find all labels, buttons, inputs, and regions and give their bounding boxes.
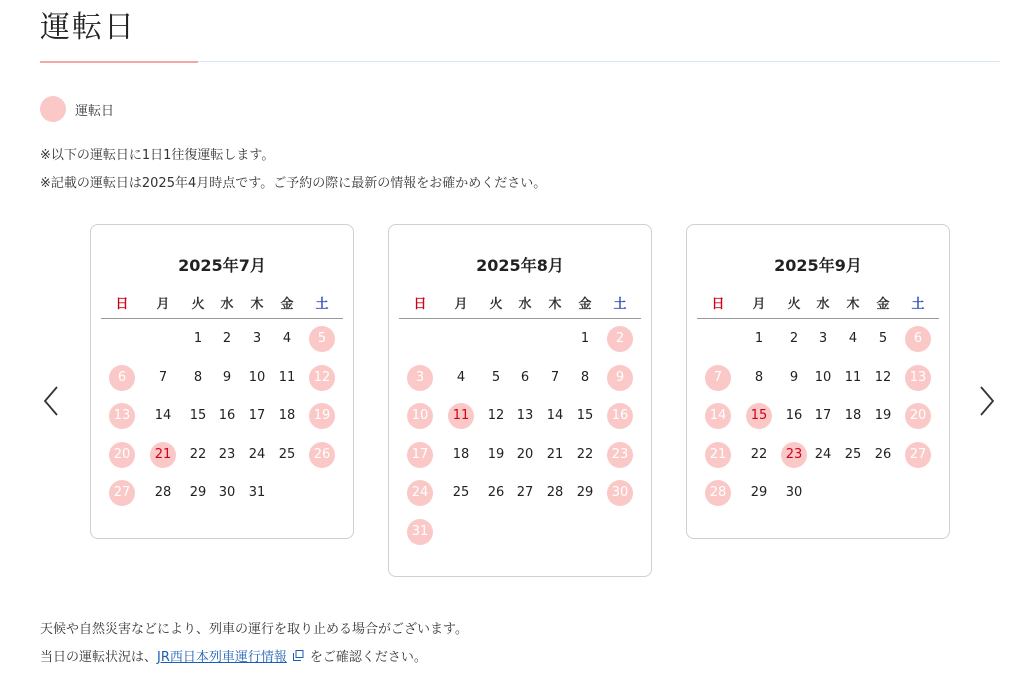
calendar-day: 18 bbox=[452, 446, 470, 462]
calendar-day: 29 bbox=[750, 485, 768, 500]
calendar-day: 24 bbox=[814, 446, 832, 462]
calendar-day: 31 bbox=[248, 485, 266, 500]
calendar-day: 9 bbox=[222, 369, 232, 385]
title-divider-accent bbox=[40, 61, 198, 63]
calendar-july bbox=[90, 224, 354, 539]
calendar-day: 20 bbox=[516, 446, 534, 462]
operating-day-swatch bbox=[40, 96, 66, 122]
weekday-header: 水 bbox=[220, 297, 234, 312]
calendar-day-operating: 23 bbox=[607, 442, 633, 468]
legend bbox=[40, 96, 114, 122]
calendar-day-operating: 2 bbox=[607, 326, 633, 352]
calendar-day: 7 bbox=[550, 369, 560, 385]
weekday-header: 金 bbox=[578, 297, 592, 312]
calendar-day-operating: 6 bbox=[905, 326, 931, 352]
chevron-left-icon bbox=[38, 384, 66, 418]
calendar-day-operating: 24 bbox=[407, 480, 433, 506]
jr-west-operation-info-link[interactable]: JR西日本列車運行情報 bbox=[157, 650, 287, 665]
calendar-day: 6 bbox=[520, 369, 530, 385]
calendar-day: 5 bbox=[491, 369, 501, 385]
calendar-september bbox=[686, 224, 950, 539]
calendar-day-operating: 26 bbox=[309, 442, 335, 468]
legend-label: 運転日 bbox=[75, 103, 115, 119]
calendar-day-operating: 3 bbox=[407, 365, 433, 391]
calendar-day-operating: 13 bbox=[109, 403, 135, 429]
calendar-day: 12 bbox=[874, 369, 892, 385]
calendar-day: 14 bbox=[546, 408, 564, 423]
calendar-day: 21 bbox=[546, 446, 564, 462]
calendar-day-operating: 20 bbox=[905, 403, 931, 429]
next-month-button[interactable] bbox=[972, 384, 1000, 418]
calendar-day: 24 bbox=[248, 446, 266, 462]
calendar-day: 22 bbox=[189, 446, 207, 462]
calendar-day-operating: 16 bbox=[607, 403, 633, 429]
calendar-divider bbox=[697, 318, 939, 319]
calendar-day-operating: 21 bbox=[705, 442, 731, 468]
calendar-day: 25 bbox=[844, 446, 862, 462]
calendar-day: 29 bbox=[576, 485, 594, 500]
calendar-day: 3 bbox=[252, 331, 262, 346]
calendar-day: 30 bbox=[218, 485, 236, 500]
calendar-day: 9 bbox=[789, 369, 799, 385]
calendar-day: 2 bbox=[789, 331, 799, 346]
calendar-day: 16 bbox=[218, 408, 236, 423]
note-round-trip: ※以下の運転日に1日1往復運転します。 bbox=[40, 148, 275, 163]
weekday-header: 火 bbox=[191, 297, 205, 312]
calendar-day: 22 bbox=[750, 446, 768, 462]
weekday-header: 金 bbox=[280, 297, 294, 312]
calendar-day-operating: 14 bbox=[705, 403, 731, 429]
calendar-day: 30 bbox=[785, 485, 803, 500]
calendar-day: 28 bbox=[154, 485, 172, 500]
calendar-day: 28 bbox=[546, 485, 564, 500]
status-notice-prefix: 当日の運転状況は、 bbox=[40, 650, 158, 665]
calendar-day: 22 bbox=[576, 446, 594, 462]
calendar-day: 4 bbox=[456, 369, 466, 385]
weekday-header: 日 bbox=[115, 297, 129, 312]
weekday-header: 水 bbox=[518, 297, 532, 312]
calendar-day-operating: 20 bbox=[109, 442, 135, 468]
calendar-day: 4 bbox=[282, 331, 292, 346]
calendar-day-operating: 15 bbox=[746, 403, 772, 429]
calendar-day: 10 bbox=[248, 369, 266, 385]
calendar-day: 19 bbox=[487, 446, 505, 462]
weather-notice: 天候や自然災害などにより、列車の運行を取り止める場合がございます。 bbox=[40, 622, 468, 637]
calendar-day: 8 bbox=[754, 369, 764, 385]
calendar-title: 2025年7月 bbox=[178, 256, 266, 275]
weekday-header: 月 bbox=[454, 297, 468, 312]
calendar-day: 4 bbox=[848, 331, 858, 346]
calendar-day: 12 bbox=[487, 408, 505, 423]
calendar-day: 13 bbox=[516, 408, 534, 423]
calendar-day-operating: 5 bbox=[309, 326, 335, 352]
weekday-header: 金 bbox=[876, 297, 890, 312]
calendar-day-operating: 11 bbox=[448, 403, 474, 429]
calendar-day: 5 bbox=[878, 331, 888, 346]
weekday-header: 木 bbox=[548, 297, 562, 312]
calendar-day: 18 bbox=[278, 408, 296, 423]
calendar-day: 14 bbox=[154, 408, 172, 423]
calendar-day: 1 bbox=[193, 331, 203, 346]
calendar-day: 2 bbox=[222, 331, 232, 346]
calendar-day-operating: 27 bbox=[109, 480, 135, 506]
calendar-day: 16 bbox=[785, 408, 803, 423]
weekday-header: 火 bbox=[787, 297, 801, 312]
weekday-header: 土 bbox=[613, 297, 627, 312]
calendar-divider bbox=[101, 318, 343, 319]
calendar-day-operating: 30 bbox=[607, 480, 633, 506]
calendar-day: 23 bbox=[218, 446, 236, 462]
calendar-day: 15 bbox=[189, 408, 207, 423]
calendar-day: 11 bbox=[278, 369, 296, 385]
page-title: 運転日 bbox=[40, 10, 136, 45]
calendar-day-operating: 23 bbox=[781, 442, 807, 468]
calendar-day-operating: 12 bbox=[309, 365, 335, 391]
calendar-day-operating: 7 bbox=[705, 365, 731, 391]
calendar-day: 3 bbox=[818, 331, 828, 346]
calendar-title: 2025年9月 bbox=[774, 256, 862, 275]
calendar-day: 7 bbox=[158, 369, 168, 385]
calendar-day-operating: 27 bbox=[905, 442, 931, 468]
external-link-icon bbox=[293, 650, 304, 665]
chevron-right-icon bbox=[972, 384, 1000, 418]
status-notice bbox=[40, 646, 427, 665]
weekday-header: 日 bbox=[711, 297, 725, 312]
calendar-day-operating: 31 bbox=[407, 519, 433, 545]
calendar-day-operating: 19 bbox=[309, 403, 335, 429]
weekday-header: 日 bbox=[413, 297, 427, 312]
calendar-day: 25 bbox=[452, 485, 470, 500]
calendar-day-operating: 6 bbox=[109, 365, 135, 391]
calendar-day: 18 bbox=[844, 408, 862, 423]
weekday-header: 木 bbox=[846, 297, 860, 312]
calendar-day: 1 bbox=[580, 331, 590, 346]
weekday-header: 水 bbox=[816, 297, 830, 312]
calendar-day: 11 bbox=[844, 369, 862, 385]
calendar-day-operating: 9 bbox=[607, 365, 633, 391]
calendar-day: 1 bbox=[754, 331, 764, 346]
calendar-day: 10 bbox=[814, 369, 832, 385]
calendar-day: 29 bbox=[189, 485, 207, 500]
calendar-day: 8 bbox=[193, 369, 203, 385]
calendar-day-operating: 21 bbox=[150, 442, 176, 468]
calendar-day: 8 bbox=[580, 369, 590, 385]
calendar-day: 17 bbox=[814, 408, 832, 423]
weekday-header: 月 bbox=[156, 297, 170, 312]
calendar-title: 2025年8月 bbox=[476, 256, 564, 275]
calendar-day: 19 bbox=[874, 408, 892, 423]
status-notice-suffix: をご確認ください。 bbox=[309, 650, 427, 665]
calendar-day: 26 bbox=[874, 446, 892, 462]
calendar-day: 26 bbox=[487, 485, 505, 500]
calendar-day-operating: 13 bbox=[905, 365, 931, 391]
weekday-header: 木 bbox=[250, 297, 264, 312]
calendar-day-operating: 28 bbox=[705, 480, 731, 506]
calendar-day-operating: 10 bbox=[407, 403, 433, 429]
calendar-august bbox=[388, 224, 652, 577]
weekday-header: 火 bbox=[489, 297, 503, 312]
weekday-header: 月 bbox=[752, 297, 766, 312]
calendar-day: 15 bbox=[576, 408, 594, 423]
calendar-divider bbox=[399, 318, 641, 319]
weekday-header: 土 bbox=[911, 297, 925, 312]
calendar-day: 25 bbox=[278, 446, 296, 462]
calendar-day: 17 bbox=[248, 408, 266, 423]
calendar-day: 27 bbox=[516, 485, 534, 500]
note-as-of-date: ※記載の運転日は2025年4月時点です。ご予約の際に最新の情報をお確かめください。 bbox=[40, 176, 547, 191]
calendar-day-operating: 17 bbox=[407, 442, 433, 468]
weekday-header: 土 bbox=[315, 297, 329, 312]
prev-month-button[interactable] bbox=[38, 384, 66, 418]
